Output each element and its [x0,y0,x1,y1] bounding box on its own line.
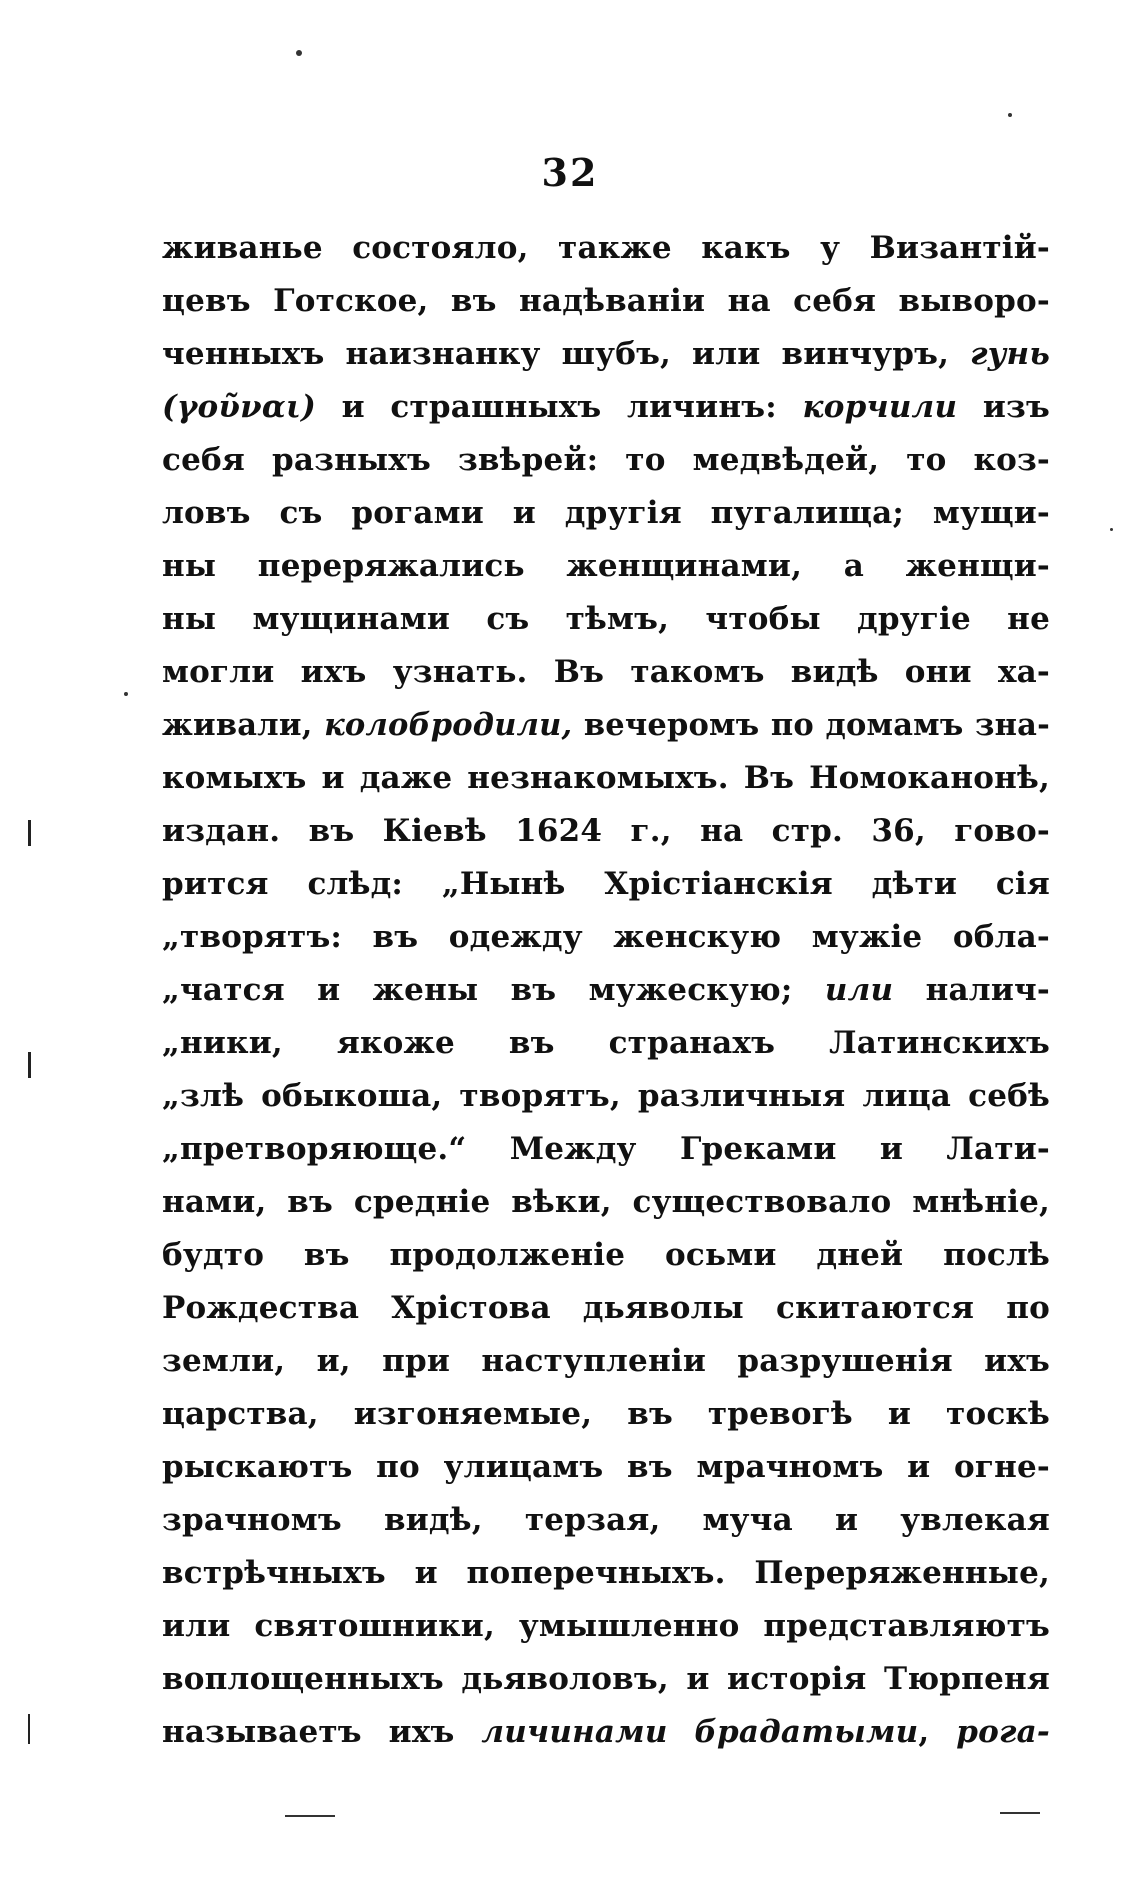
text-segment: налич- [893,972,1050,1008]
text-segment: и страшныхъ личинъ: [341,389,803,425]
text-line [162,1176,1050,1229]
text-segment: земли, и, при наступленіи разрушенія ихъ [162,1343,1050,1379]
text-line [162,1070,1050,1123]
text-segment: изъ [957,389,1050,425]
text-segment: „чатся и жены въ мужескую; [162,972,825,1008]
text-segment: Рождества Хрістова дьяволы скитаются по [162,1290,1050,1326]
scan-margin-mark [28,820,31,846]
text-line [162,222,1050,275]
text-segment: могли ихъ узнать. Въ такомъ видѣ они ха- [162,654,1050,690]
text-line [162,1229,1050,1282]
text-line [162,328,1050,381]
text-segment: себя разныхъ звѣрей: то медвѣдей, то коз- [162,442,1050,478]
text-line [162,1388,1050,1441]
italic-text-segment: колобродили, [324,707,573,743]
text-line [162,593,1050,646]
text-segment: называетъ ихъ [162,1714,482,1750]
text-line [162,805,1050,858]
text-line [162,381,1050,434]
text-segment: издан. въ Кіевѣ 1624 г., на стр. 36, гово- [162,813,1050,849]
text-line [162,911,1050,964]
text-segment: цевъ Готское, въ надѣваніи на себя выворо- [162,283,1050,319]
scan-stroke [285,1815,335,1817]
scan-stroke [1000,1812,1040,1814]
italic-text-segment: корчили [802,389,958,425]
body-text [162,222,1050,1759]
italic-text-segment: (γοῦναι) [162,389,342,425]
text-line [162,1123,1050,1176]
text-line [162,752,1050,805]
text-line [162,1282,1050,1335]
text-line [162,1547,1050,1600]
text-segment: встрѣчныхъ и поперечныхъ. Переряженные, [162,1555,1050,1591]
scan-speck [1110,528,1113,531]
text-line [162,1335,1050,1388]
text-line [162,1600,1050,1653]
scan-speck [1008,113,1012,117]
italic-text-segment: личинами брадатыми [481,1714,919,1750]
text-segment: зрачномъ видѣ, терзая, муча и увлекая [162,1502,1050,1538]
text-segment: „претворяюще.“ Между Греками и Лати- [162,1131,1050,1167]
text-segment: „злѣ обыкоша, творятъ, различныя лица себѣ [162,1078,1050,1114]
text-segment: ловъ съ рогами и другія пугалища; мущи- [162,495,1050,531]
text-line [162,1441,1050,1494]
text-line [162,487,1050,540]
text-segment: будто въ продолженіе осьми дней послѣ [162,1237,1050,1273]
scan-margin-mark [28,1052,31,1078]
page-number: 32 [541,150,599,195]
text-line [162,1494,1050,1547]
text-segment: ны мущинами съ тѣмъ, чтобы другіе не [162,601,1050,637]
text-segment: рится слѣд: „Нынѣ Хрістіанскія дѣти сія [162,866,1050,902]
scan-margin-mark [28,1714,30,1744]
text-line [162,699,1050,752]
text-segment: или святошники, умышленно представляютъ [162,1608,1050,1644]
text-segment: живанье состояло, также какъ у Византій- [162,230,1050,266]
text-line [162,1706,1050,1759]
italic-text-segment: или [824,972,894,1008]
text-line [162,964,1050,1017]
scan-speck [296,50,302,56]
text-segment: комыхъ и даже незнакомыхъ. Въ Номоканонѣ, [162,760,1050,796]
text-segment: „ники, якоже въ странахъ Латинскихъ [162,1025,1050,1061]
italic-text-segment: рога- [956,1714,1050,1750]
text-line [162,858,1050,911]
text-segment: воплощенныхъ дьяволовъ, и исторія Тюрпеня [162,1661,1050,1697]
text-segment: царства, изгоняемые, въ тревогѣ и тоскѣ [162,1396,1050,1432]
text-segment: , [918,1714,957,1750]
text-segment: живали, [162,707,325,743]
text-line [162,434,1050,487]
text-line [162,540,1050,593]
text-segment: рыскаютъ по улицамъ въ мрачномъ и огне- [162,1449,1050,1485]
scan-speck [124,692,128,696]
text-segment: вечеромъ по домамъ зна- [572,707,1050,743]
text-line [162,1653,1050,1706]
text-segment: „творятъ: въ одежду женскую мужіе обла- [162,919,1050,955]
text-line [162,1017,1050,1070]
text-segment: ны переряжались женщинами, а женщи- [162,548,1050,584]
text-segment: нами, въ средніе вѣки, существовало мнѣніе, [162,1184,1050,1220]
italic-text-segment: гунь [970,336,1050,372]
text-line [162,646,1050,699]
text-line [162,275,1050,328]
text-segment: ченныхъ наизнанку шубъ, или винчуръ, [162,336,971,372]
